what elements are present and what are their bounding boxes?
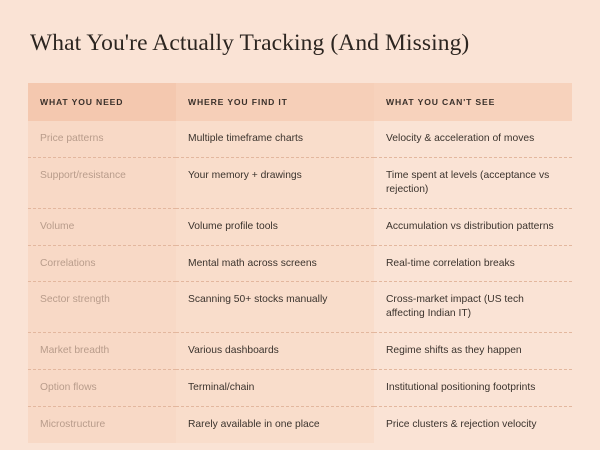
tracking-table	[28, 83, 572, 443]
table-row	[28, 407, 572, 443]
cell-need: Market breadth	[28, 333, 176, 370]
cell-need: Sector strength	[28, 282, 176, 333]
column-header-find: WHERE YOU FIND IT	[176, 83, 374, 121]
table-row	[28, 370, 572, 407]
cell-find: Multiple timeframe charts	[176, 121, 374, 157]
cell-find: Volume profile tools	[176, 208, 374, 245]
cell-missing: Cross-market impact (US tech affecting Indian IT)	[374, 282, 572, 333]
table-row	[28, 245, 572, 282]
cell-missing: Accumulation vs distribution patterns	[374, 208, 572, 245]
table-body	[28, 121, 572, 443]
cell-missing: Real-time correlation breaks	[374, 245, 572, 282]
cell-missing: Regime shifts as they happen	[374, 333, 572, 370]
table-row	[28, 282, 572, 333]
cell-missing: Price clusters & rejection velocity	[386, 419, 537, 431]
cell-find: Terminal/chain	[176, 370, 374, 407]
cell-find: Various dashboards	[176, 333, 374, 370]
cell-find: Your memory + drawings	[176, 157, 374, 208]
column-header-need: WHAT YOU NEED	[28, 83, 176, 121]
cell-find: Mental math across screens	[176, 245, 374, 282]
cell-need: Volume	[28, 208, 176, 245]
table-row	[28, 157, 572, 208]
column-header-missing: WHAT YOU CAN'T SEE	[374, 83, 572, 121]
table-header	[28, 83, 572, 121]
cell-need: Price patterns	[28, 121, 176, 157]
table-header-row	[28, 83, 572, 121]
table-row	[28, 208, 572, 245]
cell-need: Support/resistance	[28, 157, 176, 208]
cell-missing: Institutional positioning footprints	[374, 370, 572, 407]
table-row	[28, 333, 572, 370]
cell-missing: Time spent at levels (acceptance vs rejection)	[374, 157, 572, 208]
cell-missing: Velocity & acceleration of moves	[374, 121, 572, 157]
cell-need: Correlations	[28, 245, 176, 282]
page-title: What You're Actually Tracking (And Missing)	[30, 30, 470, 56]
cell-need: Option flows	[28, 370, 176, 407]
table-row	[28, 121, 572, 157]
cell-need: Microstructure	[28, 407, 176, 443]
cell-find: Rarely available in one place	[176, 407, 374, 443]
cell-find: Scanning 50+ stocks manually	[176, 282, 374, 333]
